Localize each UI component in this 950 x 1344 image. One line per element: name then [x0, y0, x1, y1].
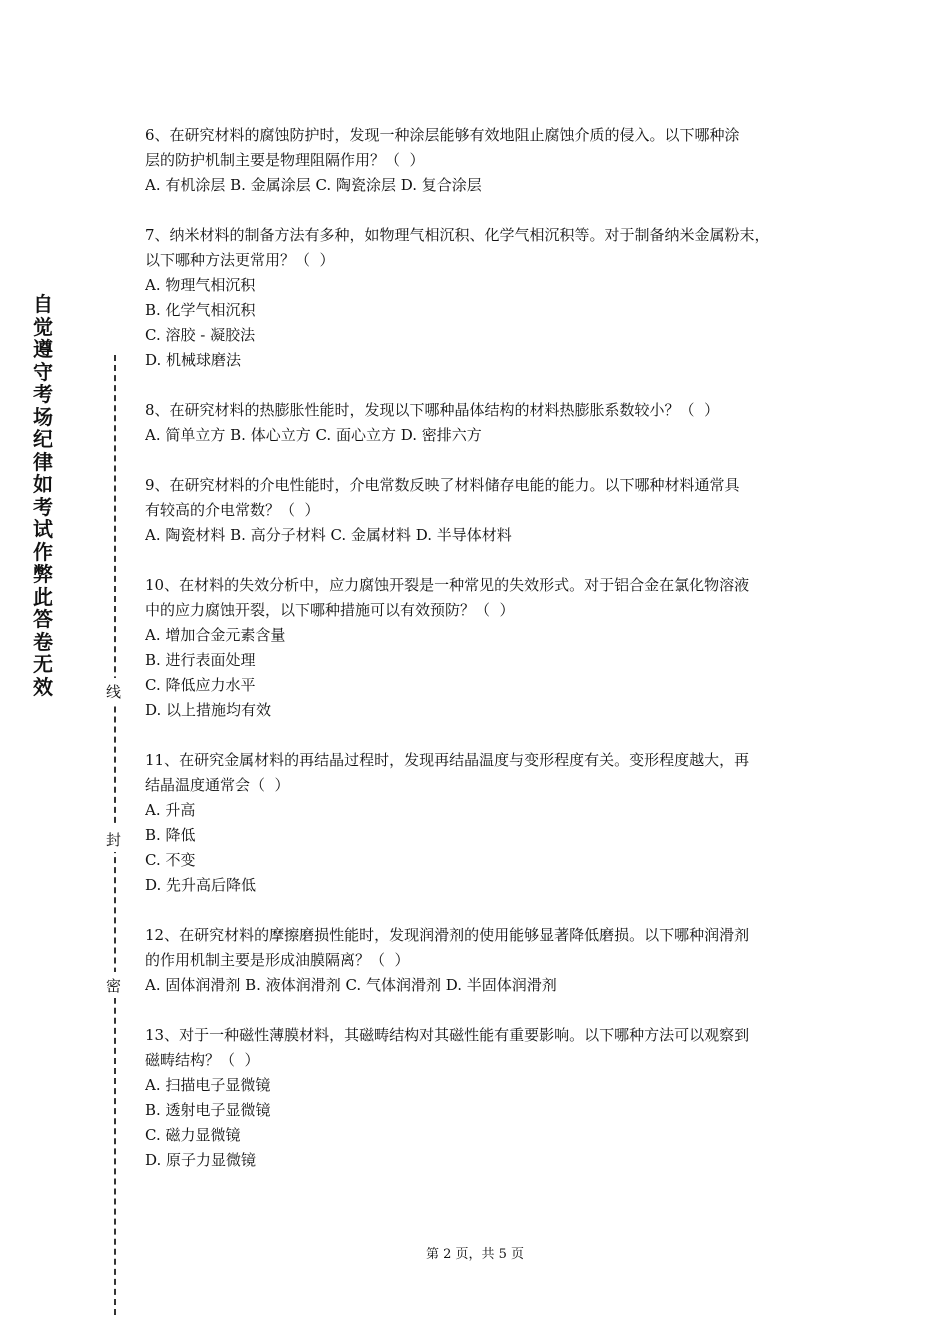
question-stem: 7、纳米材料的制备方法有多种，如物理气相沉积、化学气相沉积等。对于制备纳米金属粉末，	[145, 226, 770, 244]
binding-mark-secret: 密	[104, 972, 126, 998]
option-b: B. 降低	[145, 826, 196, 844]
question-stem: 13、对于一种磁性薄膜材料，其磁畴结构对其磁性能有重要影响。以下哪种方法可以观察到	[145, 1026, 750, 1044]
question-stem: 9、在研究材料的介电性能时，介电常数反映了材料储存电能的能力。以下哪种材料通常具	[145, 476, 740, 494]
exam-discipline-notice: 自觉遵守考场纪律如考试作弊此答卷无效	[33, 292, 53, 699]
page-number: 第 2 页，共 5 页	[425, 1247, 525, 1262]
question-10	[145, 573, 815, 723]
question-stem: 12、在研究材料的摩擦磨损性能时，发现润滑剂的使用能够显著降低磨损。以下哪种润滑剂	[145, 926, 750, 944]
binding-mark-seal: 封	[104, 826, 126, 852]
question-list	[145, 123, 815, 1198]
option-c: C. 降低应力水平	[145, 676, 256, 694]
option-a: A. 物理气相沉积	[145, 276, 256, 294]
question-stem: 11、在研究金属材料的再结晶过程时，发现再结晶温度与变形程度有关。变形程度越大，再	[145, 751, 750, 769]
question-stem: 以下哪种方法更常用？（ ）	[145, 251, 335, 269]
option-a: A. 升高	[145, 801, 196, 819]
question-stem: 8、在研究材料的热膨胀性能时，发现以下哪种晶体结构的材料热膨胀系数较小？（ ）	[145, 401, 720, 419]
question-13	[145, 1023, 815, 1173]
option-b: B. 透射电子显微镜	[145, 1101, 271, 1119]
question-11	[145, 748, 815, 898]
question-stem: 中的应力腐蚀开裂，以下哪种措施可以有效预防？（ ）	[145, 601, 515, 619]
option-c: C. 不变	[145, 851, 196, 869]
option-c: C. 磁力显微镜	[145, 1126, 241, 1144]
option-d: D. 原子力显微镜	[145, 1151, 257, 1169]
option-a: A. 增加合金元素含量	[145, 626, 286, 644]
question-9	[145, 473, 815, 548]
question-7	[145, 223, 815, 373]
question-stem: 有较高的介电常数？（ ）	[145, 501, 320, 519]
question-12	[145, 923, 815, 998]
option-d: D. 先升高后降低	[145, 876, 257, 894]
question-stem: 10、在材料的失效分析中，应力腐蚀开裂是一种常见的失效形式。对于铝合金在氯化物溶液	[145, 576, 750, 594]
option-b: B. 化学气相沉积	[145, 301, 256, 319]
question-options: A. 简单立方 B. 体心立方 C. 面心立方 D. 密排六方	[145, 426, 482, 444]
question-6	[145, 123, 815, 198]
option-d: D. 机械球磨法	[145, 351, 242, 369]
option-c: C. 溶胶 - 凝胶法	[145, 326, 256, 344]
question-stem: 磁畴结构？（ ）	[145, 1051, 260, 1069]
option-a: A. 扫描电子显微镜	[145, 1076, 271, 1094]
option-b: B. 进行表面处理	[145, 651, 256, 669]
question-options: A. 固体润滑剂 B. 液体润滑剂 C. 气体润滑剂 D. 半固体润滑剂	[145, 976, 557, 994]
question-stem: 层的防护机制主要是物理阻隔作用？（ ）	[145, 151, 425, 169]
question-options: A. 有机涂层 B. 金属涂层 C. 陶瓷涂层 D. 复合涂层	[145, 176, 482, 194]
question-options: A. 陶瓷材料 B. 高分子材料 C. 金属材料 D. 半导体材料	[145, 526, 512, 544]
question-8	[145, 398, 815, 448]
question-stem: 6、在研究材料的腐蚀防护时，发现一种涂层能够有效地阻止腐蚀介质的侵入。以下哪种涂	[145, 126, 740, 144]
option-d: D. 以上措施均有效	[145, 701, 272, 719]
question-stem: 的作用机制主要是形成油膜隔离？（ ）	[145, 951, 410, 969]
binding-mark-line: 线	[104, 678, 126, 704]
question-stem: 结晶温度通常会（ ）	[145, 776, 290, 794]
